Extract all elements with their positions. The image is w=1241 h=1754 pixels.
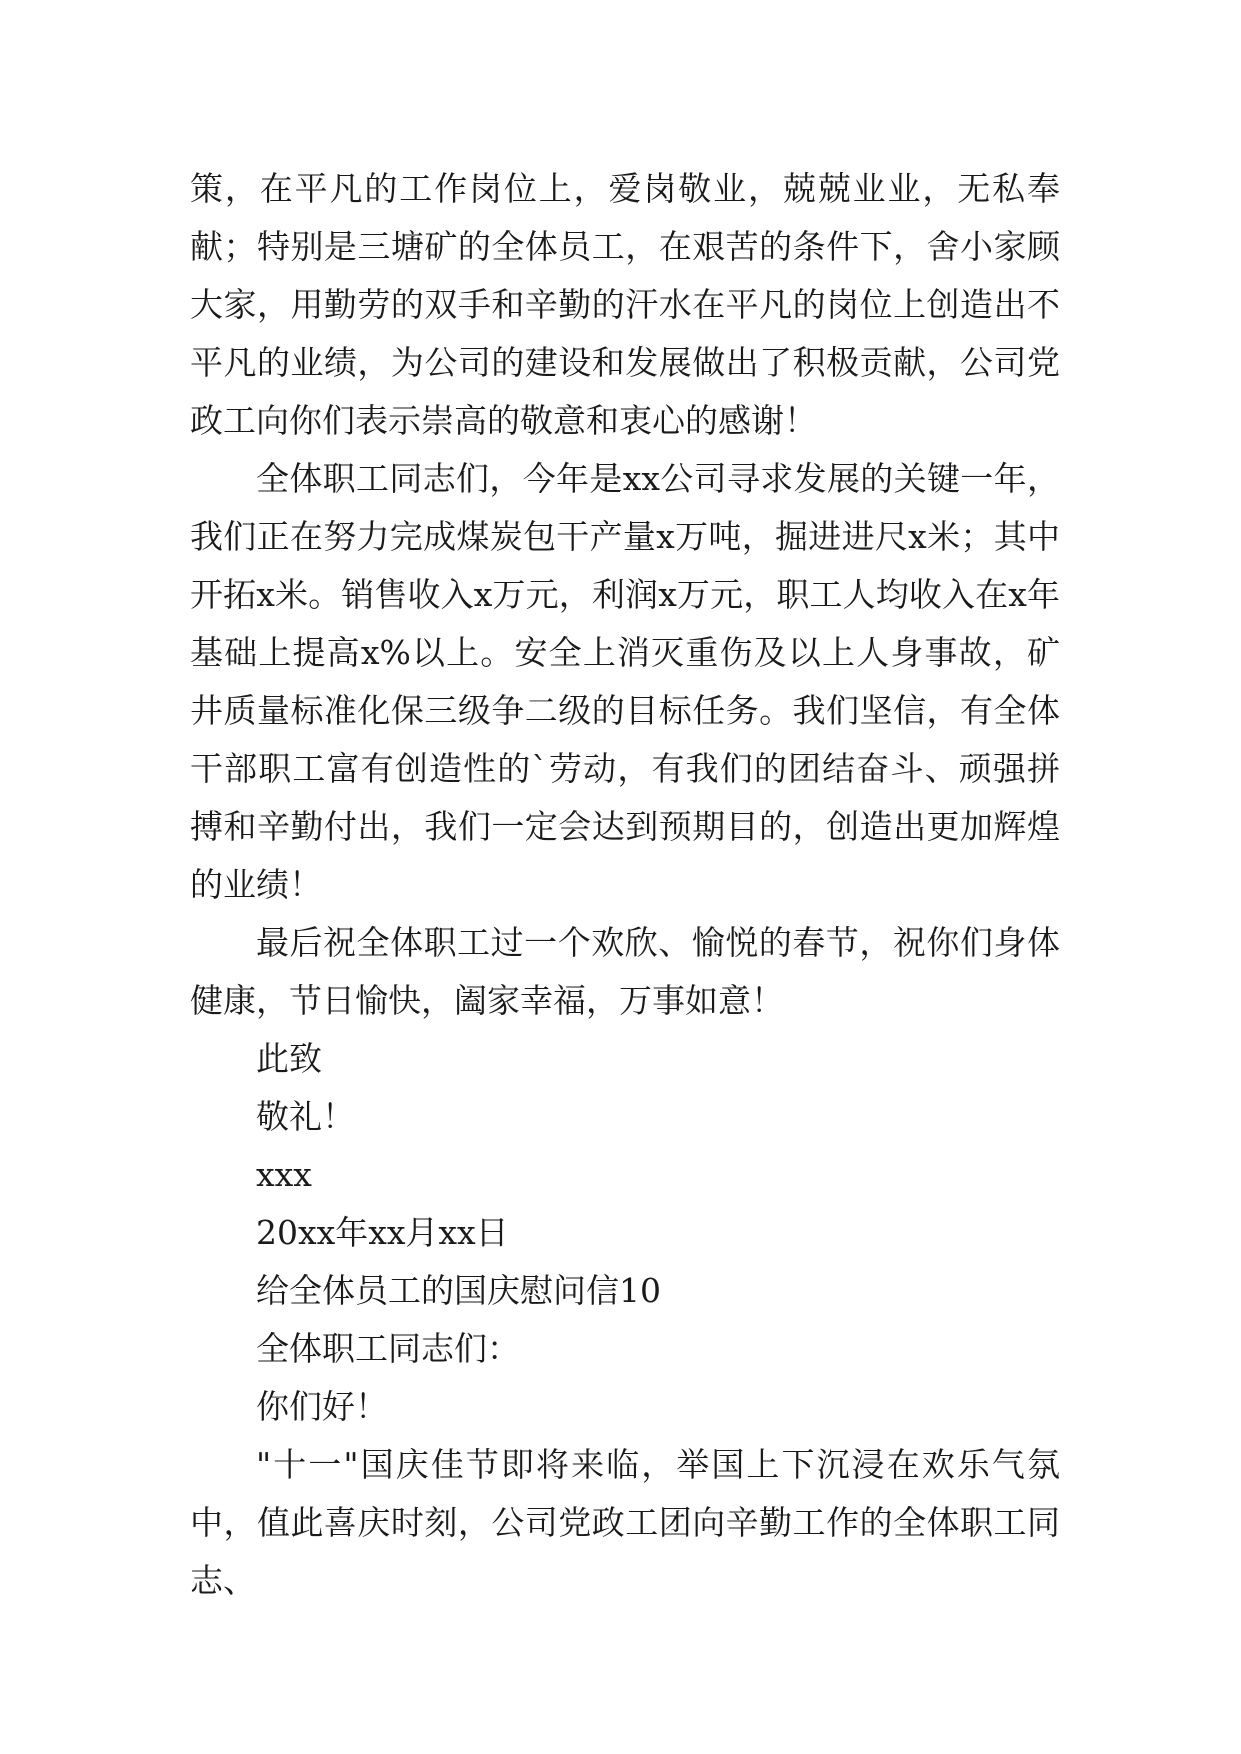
paragraph-thanks-continued: 策，在平凡的工作岗位上，爱岗敬业，兢兢业业，无私奉献；特别是三塘矿的全体员工，在艰苦的条件下，舍小家顾大家，用勤劳的双手和辛勤的汗水在平凡的岗位上创造出不平凡的业绩，为公司的建设和发展做出了积极贡献，公司党政工向你们表示崇高的敬意和衷心的感谢！	[190, 169, 1060, 440]
paragraph-annual-goals: 全体职工同志们，今年是xx公司寻求发展的关键一年，我们正在努力完成煤炭包干产量x万吨，掘进进尺x米；其中开拓x米。销售收入x万元，利润x万元，职工人均收入在x年基础上提高x%以上。安全上消灭重伤及以上人身事故，矿井质量标准化保三级争二级的目标任务。我们坚信，有全体干部职工富有创造性的`劳动，有我们的团结奋斗、顽强拼搏和辛勤付出，我们一定会达到预期目的，创造出更加辉煌的业绩！	[190, 459, 1060, 904]
signature: xxx	[256, 1155, 312, 1194]
paragraph-national-day: "十一"国庆佳节即将来临，举国上下沉浸在欢乐气氛中，值此喜庆时刻，公司党政工团向辛勤工作的全体职工同志、	[190, 1445, 1060, 1600]
letter-heading: 给全体员工的国庆慰问信10	[256, 1271, 661, 1310]
closing-respectfully: 此致	[256, 1039, 322, 1078]
paragraph-festival-wishes: 最后祝全体职工过一个欢欣、愉悦的春节，祝你们身体健康，节日愉快，阖家幸福，万事如意！	[190, 923, 1060, 1020]
letter-date: 20xx年xx月xx日	[256, 1213, 509, 1252]
letter-greeting: 你们好！	[256, 1387, 388, 1426]
letter-body	[190, 160, 1060, 1610]
letter-salutation: 全体职工同志们：	[256, 1329, 520, 1368]
closing-salute: 敬礼！	[256, 1097, 355, 1136]
